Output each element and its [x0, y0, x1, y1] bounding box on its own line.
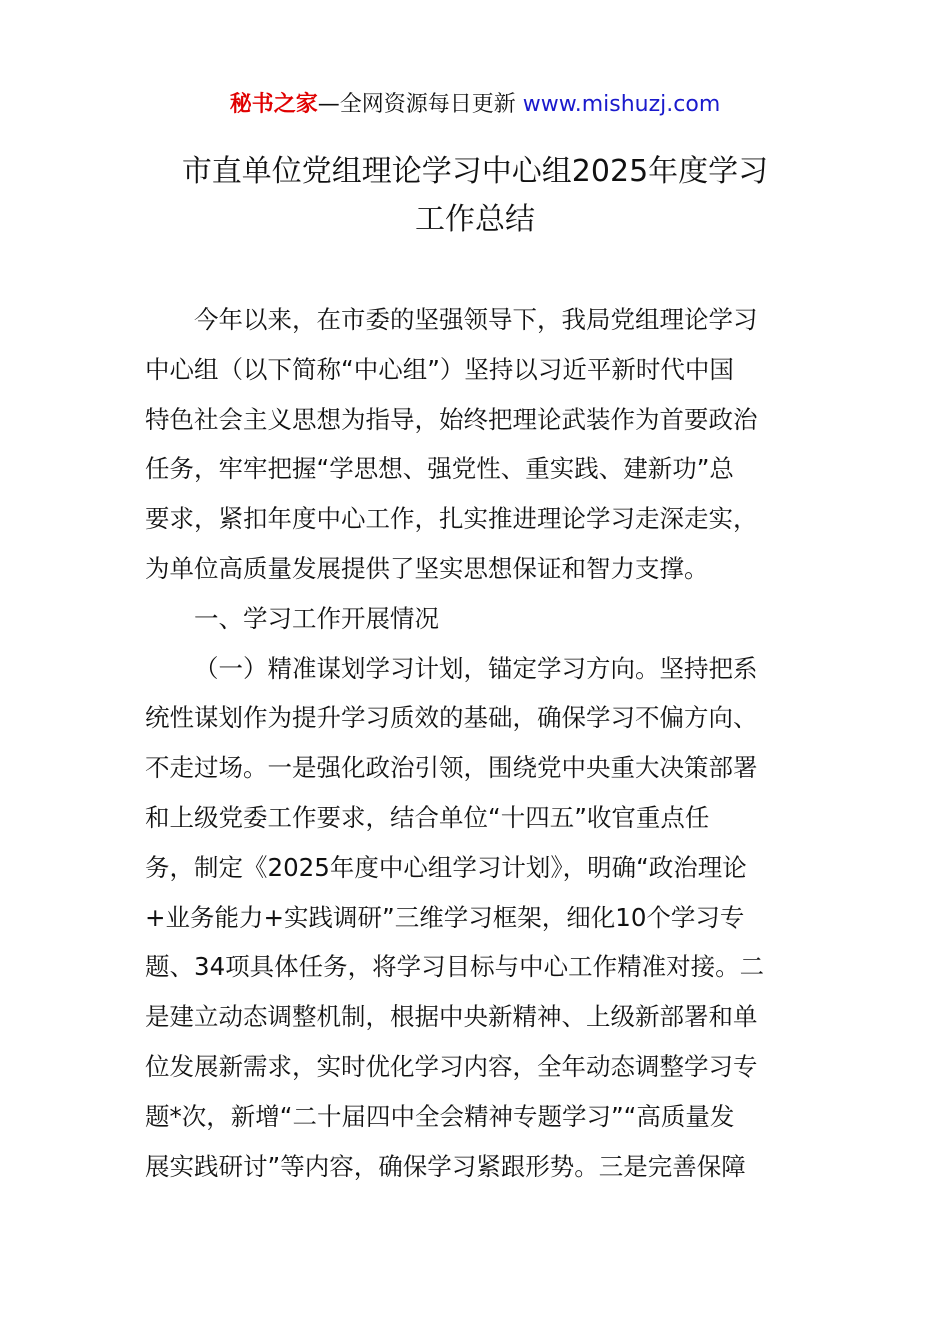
- paragraph-line: 要求，紧扣年度中心工作，扎实推进理论学习走深走实，: [145, 504, 758, 534]
- paragraph-line: 展实践研讨”等内容，确保学习紧跟形势。三是完善保障: [145, 1151, 746, 1181]
- paragraph-line: 是建立动态调整机制，根据中央新精神、上级新部署和单: [145, 1002, 758, 1032]
- site-header: [0, 88, 950, 122]
- title-line-2: 工作总结: [415, 202, 535, 237]
- header-tagline: —全网资源每日更新: [317, 92, 516, 117]
- paragraph-line: +业务能力+实践调研”三维学习框架，细化10个学习专: [145, 902, 745, 932]
- section-heading: 一、学习工作开展情况: [194, 603, 439, 633]
- paragraph-line: 位发展新需求，实时优化学习内容，全年动态调整学习专: [145, 1051, 758, 1081]
- paragraph-line: 任务，牢牢把握“学思想、强党性、重实践、建新功”总: [145, 454, 734, 484]
- title-line-1: 市直单位党组理论学习中心组2025年度学习: [181, 154, 769, 189]
- paragraph-line: （一）精准谋划学习计划，锚定学习方向。坚持把系: [194, 653, 758, 683]
- paragraph-line: 题、34项具体任务，将学习目标与中心工作精准对接。二: [145, 952, 765, 982]
- paragraph-line: 中心组（以下简称“中心组”）坚持以习近平新时代中国: [145, 354, 734, 384]
- document-body: [145, 295, 807, 1191]
- paragraph-line: 务，制定《2025年度中心组学习计划》，明确“政治理论: [145, 852, 747, 882]
- paragraph-line: 统性谋划作为提升学习质效的基础，确保学习不偏方向、: [145, 703, 758, 733]
- paragraph-line: 为单位高质量发展提供了坚实思想保证和智力支撑。: [145, 553, 709, 583]
- paragraph-line: 题*次，新增“二十届四中全会精神专题学习”“高质量发: [145, 1101, 735, 1131]
- site-url-link[interactable]: www.mishuzj.com: [522, 92, 721, 117]
- document-title: [145, 148, 805, 244]
- brand-name: 秘书之家: [229, 92, 318, 117]
- paragraph-line: 今年以来，在市委的坚强领导下，我局党组理论学习: [194, 305, 758, 334]
- paragraph-line: 和上级党委工作要求，结合单位“十四五”收官重点任: [145, 802, 710, 832]
- paragraph-line: 不走过场。一是强化政治引领，围绕党中央重大决策部署: [145, 753, 758, 783]
- paragraph-line: 特色社会主义思想为指导，始终把理论武装作为首要政治: [145, 404, 758, 434]
